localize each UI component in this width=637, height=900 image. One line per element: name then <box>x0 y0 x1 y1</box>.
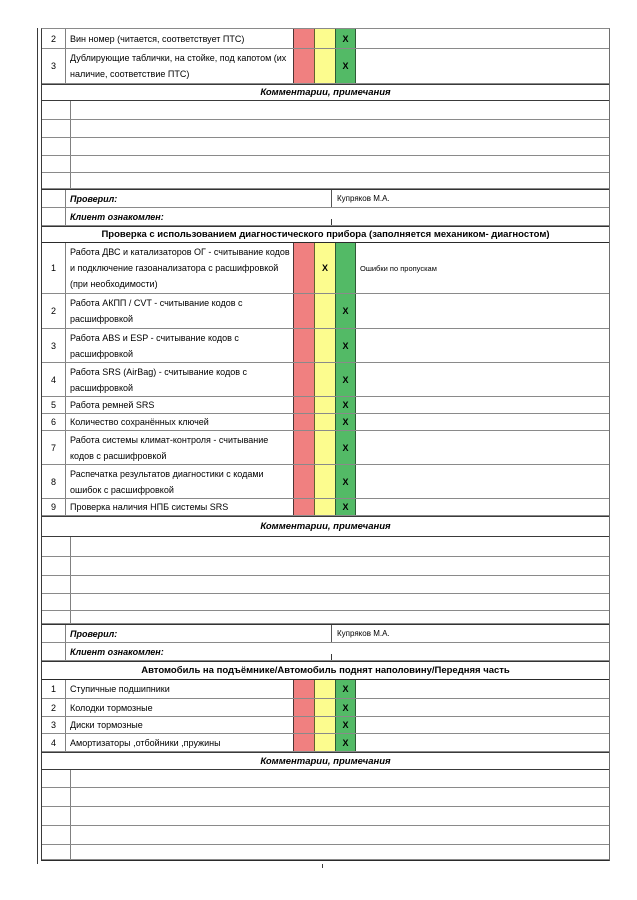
comment-row <box>42 576 609 594</box>
status-mark: X <box>342 702 349 713</box>
status-cell-red <box>293 414 314 430</box>
note-cell <box>356 243 609 293</box>
checklist-row <box>42 431 609 465</box>
row-number: 2 <box>42 29 66 48</box>
status-mark: X <box>321 263 328 273</box>
note-cell <box>356 699 609 716</box>
checklist-row <box>42 699 609 717</box>
item-description <box>66 29 293 48</box>
comment-row <box>42 557 609 576</box>
comment-row-text-cell <box>71 594 609 610</box>
checklist-row <box>42 465 609 499</box>
divider-tick <box>331 654 332 660</box>
comment-row-text-cell <box>71 138 609 155</box>
item-text: Работа системы климат-контроля - считывание кодов с расшифровкой <box>70 434 269 461</box>
checklist-row <box>42 397 609 414</box>
client-informed-label-cell <box>66 208 331 225</box>
status-cell-yellow <box>314 499 335 515</box>
client-informed-label-cell <box>66 643 331 660</box>
comment-row-number-cell <box>42 576 71 593</box>
status-mark: X <box>342 61 349 71</box>
status-cell-green <box>335 363 356 396</box>
status-cell-green <box>335 734 356 751</box>
item-text: Диски тормозные <box>70 720 143 730</box>
item-description <box>66 499 293 515</box>
comment-row <box>42 101 609 120</box>
note-cell <box>356 329 609 362</box>
comment-row-number-cell <box>42 156 71 172</box>
item-description <box>66 49 293 83</box>
row-number: 9 <box>42 499 66 515</box>
item-text: Работа АКПП / CVT - считывание кодов с расшифровкой <box>70 298 243 324</box>
row-number <box>42 190 66 207</box>
comment-row-number-cell <box>42 557 71 575</box>
comments-header <box>42 752 609 770</box>
item-description <box>66 397 293 413</box>
status-cell-green <box>335 717 356 733</box>
row-number <box>42 208 66 225</box>
comment-row <box>42 138 609 156</box>
comment-row <box>42 788 609 807</box>
checklist-row <box>42 49 609 84</box>
checked-by-label-cell <box>66 190 331 207</box>
row-number: 7 <box>42 431 66 464</box>
status-cell-yellow <box>314 243 335 293</box>
inspector-name: Купряков М.А. <box>337 629 390 638</box>
section-title: Проверка с использованием диагностического прибора (заполняется механиком- диагностом) <box>101 229 550 240</box>
status-cell-yellow <box>314 294 335 328</box>
comment-row-number-cell <box>42 173 71 188</box>
status-cell-red <box>293 329 314 362</box>
item-text: Колодки тормозные <box>70 702 153 713</box>
status-cell-green <box>335 414 356 430</box>
row-number: 3 <box>42 49 66 83</box>
row-number: 2 <box>42 699 66 716</box>
comment-row-number-cell <box>42 770 71 787</box>
checklist-row <box>42 734 609 752</box>
table-left-double-border <box>37 28 38 864</box>
status-cell-green <box>335 680 356 698</box>
note-cell <box>356 294 609 328</box>
status-cell-yellow <box>314 363 335 396</box>
checked-by-row <box>42 625 609 643</box>
checked-by-value-cell <box>331 625 609 642</box>
comment-row-number-cell <box>42 788 71 806</box>
status-cell-green <box>335 294 356 328</box>
item-description <box>66 431 293 464</box>
note-cell <box>356 717 609 733</box>
comment-row <box>42 611 609 624</box>
status-cell-yellow <box>314 699 335 716</box>
status-cell-red <box>293 29 314 48</box>
status-mark: X <box>342 737 349 748</box>
comments-header-label: Комментарии, примечания <box>260 755 391 767</box>
status-cell-green <box>335 465 356 498</box>
row-number: 8 <box>42 465 66 498</box>
comment-row-text-cell <box>71 807 609 825</box>
inspection-table <box>41 28 610 861</box>
comments-header <box>42 516 609 537</box>
status-cell-yellow <box>314 465 335 498</box>
note-cell <box>356 465 609 498</box>
status-cell-yellow <box>314 49 335 83</box>
note-cell <box>356 49 609 83</box>
status-cell-red <box>293 499 314 515</box>
item-description <box>66 717 293 733</box>
status-mark: X <box>342 684 349 694</box>
comment-row-text-cell <box>71 537 609 556</box>
checked-by-label-cell <box>66 625 331 642</box>
client-informed-row <box>42 208 609 226</box>
status-cell-yellow <box>314 680 335 698</box>
status-cell-red <box>293 431 314 464</box>
row-number: 1 <box>42 243 66 293</box>
comment-row-number-cell <box>42 845 71 859</box>
status-cell-green <box>335 699 356 716</box>
item-description <box>66 680 293 698</box>
status-cell-green <box>335 499 356 515</box>
note-cell <box>356 734 609 751</box>
checklist-row <box>42 243 609 294</box>
status-cell-red <box>293 680 314 698</box>
status-cell-green <box>335 243 356 293</box>
checked-by-row <box>42 190 609 208</box>
item-text: Работа ДВС и катализаторов ОГ - считывание кодов и подключение газоанализатора с расшифровкой (при необходимости) <box>70 247 290 289</box>
status-cell-red <box>293 49 314 83</box>
section-header <box>42 662 609 680</box>
comment-row-number-cell <box>42 537 71 556</box>
comment-row-number-cell <box>42 138 71 155</box>
note-text: Ошибки по пропускам <box>360 263 437 273</box>
status-cell-green <box>335 29 356 48</box>
status-cell-red <box>293 734 314 751</box>
comment-row-number-cell <box>42 826 71 844</box>
item-text: Работа SRS (AirBag) - считывание кодов с расшифровкой <box>70 366 247 393</box>
row-number: 4 <box>42 734 66 751</box>
note-cell <box>356 431 609 464</box>
status-cell-green <box>335 397 356 413</box>
status-mark: X <box>342 417 349 427</box>
comment-row-text-cell <box>71 557 609 575</box>
checklist-row <box>42 329 609 363</box>
item-text: Работа ремней SRS <box>70 400 155 410</box>
note-cell <box>356 499 609 515</box>
status-mark: X <box>342 374 349 385</box>
status-cell-yellow <box>314 29 335 48</box>
row-number: 3 <box>42 329 66 362</box>
comment-row-text-cell <box>71 120 609 137</box>
status-cell-yellow <box>314 397 335 413</box>
comments-header <box>42 84 609 101</box>
status-cell-yellow <box>314 431 335 464</box>
checked-by-label: Проверил: <box>70 628 118 639</box>
checklist-row <box>42 363 609 397</box>
comment-row-number-cell <box>42 594 71 610</box>
comment-row <box>42 173 609 189</box>
status-mark: X <box>342 720 349 730</box>
comment-row-text-cell <box>71 173 609 188</box>
note-cell <box>356 29 609 48</box>
comment-row <box>42 120 609 138</box>
status-mark: X <box>342 476 349 487</box>
item-description <box>66 734 293 751</box>
comment-row-text-cell <box>71 156 609 172</box>
status-cell-yellow <box>314 329 335 362</box>
status-cell-green <box>335 49 356 83</box>
comments-header-label: Комментарии, примечания <box>260 87 391 98</box>
comment-row <box>42 770 609 788</box>
status-cell-green <box>335 431 356 464</box>
comment-row <box>42 826 609 845</box>
comment-row-number-cell <box>42 611 71 623</box>
note-cell <box>356 363 609 396</box>
comment-row <box>42 807 609 826</box>
status-mark: X <box>342 340 349 351</box>
row-number: 1 <box>42 680 66 698</box>
comment-row <box>42 594 609 611</box>
item-text: Распечатка результатов диагностики с кодами ошибок с расшифровкой <box>70 468 264 495</box>
comment-row-text-cell <box>71 611 609 623</box>
checklist-row <box>42 717 609 734</box>
row-number: 3 <box>42 717 66 733</box>
item-description <box>66 329 293 362</box>
comment-row <box>42 156 609 173</box>
comments-header-label: Комментарии, примечания <box>260 521 391 532</box>
note-cell <box>356 680 609 698</box>
comment-row-text-cell <box>71 826 609 844</box>
item-text: Амортизаторы ,отбойники ,пружины <box>70 737 221 748</box>
status-cell-red <box>293 717 314 733</box>
client-informed-label: Клиент ознакомлен: <box>70 646 164 657</box>
section-header <box>42 227 609 243</box>
comment-row-number-cell <box>42 807 71 825</box>
checklist-row <box>42 499 609 516</box>
client-informed-row <box>42 643 609 661</box>
status-mark: X <box>342 442 349 453</box>
status-cell-yellow <box>314 414 335 430</box>
divider-tick <box>331 219 332 225</box>
checklist-row <box>42 29 609 49</box>
status-cell-red <box>293 294 314 328</box>
row-number: 4 <box>42 363 66 396</box>
row-number <box>42 643 66 660</box>
status-mark: X <box>342 400 349 410</box>
comment-row-text-cell <box>71 788 609 806</box>
item-text: Количество сохранённых ключей <box>70 417 209 427</box>
item-text: Работа ABS и ESP - считывание кодов с расшифровкой <box>70 332 239 359</box>
note-cell <box>356 397 609 413</box>
row-number: 6 <box>42 414 66 430</box>
item-description <box>66 294 293 328</box>
item-text: Вин номер (читается, соответствует ПТС) <box>70 33 245 44</box>
status-cell-red <box>293 363 314 396</box>
status-mark: X <box>342 306 349 316</box>
client-informed-value-cell <box>331 208 609 225</box>
status-cell-yellow <box>314 734 335 751</box>
item-text: Дублирующие таблички, на стойке, под капотом (их наличие, соответствие ПТС) <box>70 53 287 79</box>
status-cell-red <box>293 465 314 498</box>
row-number: 2 <box>42 294 66 328</box>
inspector-name: Купряков М.А. <box>337 194 390 203</box>
checklist-row <box>42 414 609 431</box>
comment-row <box>42 537 609 557</box>
item-description <box>66 363 293 396</box>
section-title: Автомобиль на подъёмнике/Автомобиль поднят наполовину/Передняя часть <box>141 665 510 676</box>
comment-row <box>42 845 609 860</box>
status-cell-red <box>293 243 314 293</box>
checked-by-label: Проверил: <box>70 193 118 204</box>
client-informed-value-cell <box>331 643 609 660</box>
comment-row-text-cell <box>71 101 609 119</box>
checked-by-value-cell <box>331 190 609 207</box>
status-cell-green <box>335 329 356 362</box>
table-bottom-tick <box>322 864 323 868</box>
item-description <box>66 699 293 716</box>
client-informed-label: Клиент ознакомлен: <box>70 211 164 222</box>
comment-row-text-cell <box>71 576 609 593</box>
status-cell-red <box>293 397 314 413</box>
status-cell-yellow <box>314 717 335 733</box>
row-number <box>42 625 66 642</box>
comment-row-number-cell <box>42 120 71 137</box>
status-cell-red <box>293 699 314 716</box>
status-mark: X <box>342 502 349 512</box>
item-description <box>66 243 293 293</box>
status-mark: X <box>342 33 349 44</box>
item-text: Ступичные подшипники <box>70 684 170 694</box>
checklist-row <box>42 680 609 699</box>
item-description <box>66 414 293 430</box>
note-cell <box>356 414 609 430</box>
checklist-row <box>42 294 609 329</box>
comment-row-text-cell <box>71 845 609 859</box>
comment-row-number-cell <box>42 101 71 119</box>
item-text: Проверка наличия НПБ системы SRS <box>70 502 229 512</box>
item-description <box>66 465 293 498</box>
comment-row-text-cell <box>71 770 609 787</box>
row-number: 5 <box>42 397 66 413</box>
